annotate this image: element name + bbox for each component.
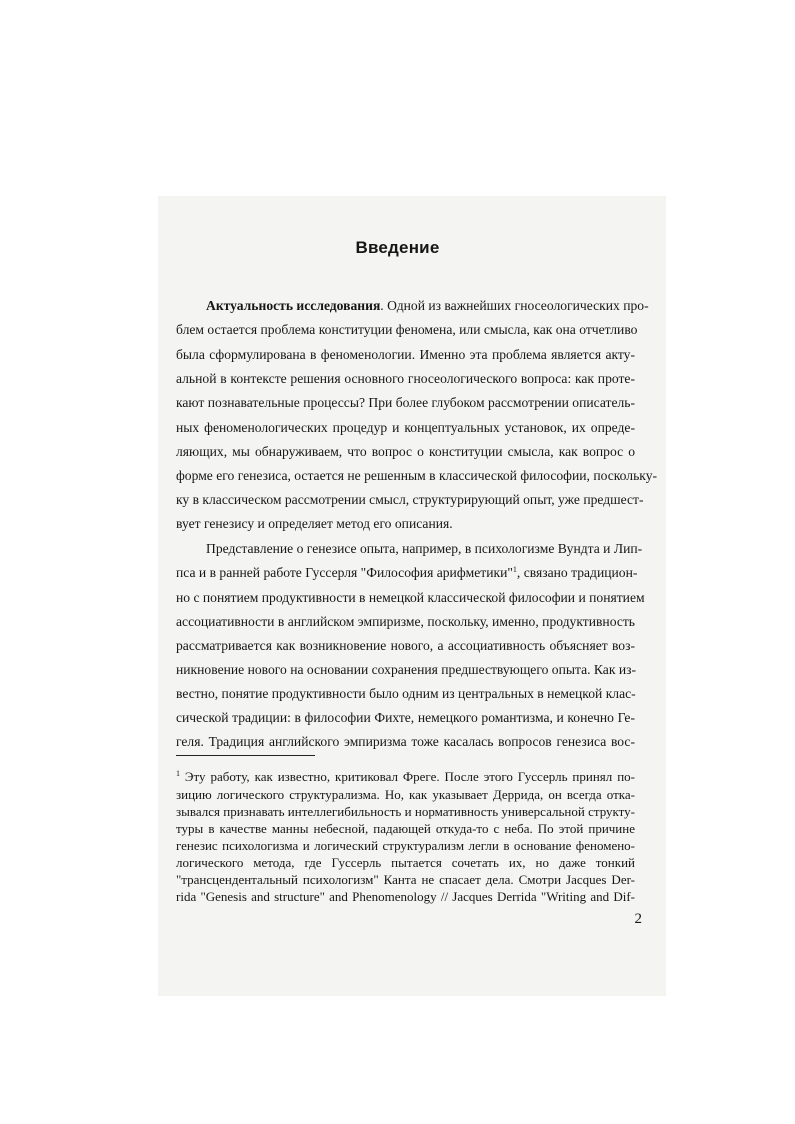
paragraph-line: Актуальность исследования. Одной из важнейших гносеологических про- bbox=[206, 298, 649, 313]
paragraph-line: ку в классическом рассмотрении смысл, структурирующий опыт, уже предшест- bbox=[176, 492, 644, 507]
footnote-line: зывался признавать интеллегибильность и нормативность универсальной структу- bbox=[176, 804, 635, 819]
paragraph-line: вестно, понятие продуктивности было одним из центральных в немецкой клас- bbox=[176, 686, 636, 701]
bold-lead: Актуальность исследования bbox=[206, 298, 381, 313]
paragraph-line: ассоциативности в английском эмпиризме, поскольку, именно, продуктивность bbox=[176, 614, 635, 629]
footnote-line: rida "Genesis and structure" and Phenomenology // Jacques Derrida "Writing and Dif- bbox=[176, 889, 635, 904]
footnote-line: туры в качестве манны небесной, падающей откуда-то с неба. По этой причине bbox=[176, 821, 635, 836]
page-title: Введение bbox=[355, 238, 440, 257]
paragraph-line: Представление о генезисе опыта, например, в психологизме Вундта и Лип- bbox=[206, 541, 643, 556]
footnote-marker: 1 bbox=[176, 769, 180, 778]
paragraph-line: никновение нового на основании сохранения предшествующего опыта. Как из- bbox=[176, 662, 637, 677]
page-number: 2 bbox=[634, 911, 642, 927]
paragraph-line: сической традиции: в философии Фихте, немецкого романтизма, и конечно Ге- bbox=[176, 710, 635, 725]
paragraph-line: блем остается проблема конституции феномена, или смысла, как она отчетливо bbox=[176, 322, 638, 337]
paragraph-line: рассматривается как возникновение нового, а ассоциативность объясняет воз- bbox=[176, 638, 635, 653]
paragraph-line: кают познавательные процессы? При более глубоком рассмотрении описатель- bbox=[176, 395, 635, 410]
footnote-line: зицию логического структурализма. Но, как указывает Деррида, он всегда отка- bbox=[176, 787, 635, 802]
paragraph-line: пса и в ранней работе Гуссерля "Философия арифметики"$^1$, связано традицион- bbox=[176, 565, 638, 580]
footnote-line: логического метода, где Гуссерль пытается сочетать их, но даже тонкий bbox=[176, 855, 635, 870]
footnote-line: "трансцендентальный психологизм" Канта не спасает дела. Смотри Jacques Der- bbox=[176, 872, 635, 887]
paragraph-line: была сформулирована в феноменологии. Именно эта проблема является акту- bbox=[176, 347, 635, 362]
paragraph-line: вует генезису и определяет метод его описания. bbox=[176, 516, 453, 531]
footnote-divider bbox=[176, 755, 315, 756]
footnote-line: $^1$ Эту работу, как известно, критиковал Фреге. После этого Гуссерль принял по- bbox=[176, 769, 635, 784]
paragraph-line: форме его генезиса, остается не решенным в классической философии, поскольку- bbox=[176, 468, 658, 483]
paragraph-line: но с понятием продуктивности в немецкой классической философии и понятием bbox=[176, 590, 645, 605]
footnote-line: генезис психологизма и логический структурализм легли в основание феномено- bbox=[176, 838, 635, 853]
footnote-ref[interactable]: 1 bbox=[512, 565, 517, 574]
paragraph-line: альной в контексте решения основного гносеологического вопроса: как проте- bbox=[176, 371, 635, 386]
paragraph-line: геля. Традиция английского эмпиризма тоже касалась вопросов генезиса вос- bbox=[176, 734, 635, 749]
paragraph-line: ных феноменологических процедур и концептуальных установок, их опреде- bbox=[176, 420, 635, 435]
paragraph-line: ляющих, мы обнаруживаем, что вопрос о конституции смысла, как вопрос о bbox=[176, 444, 635, 459]
